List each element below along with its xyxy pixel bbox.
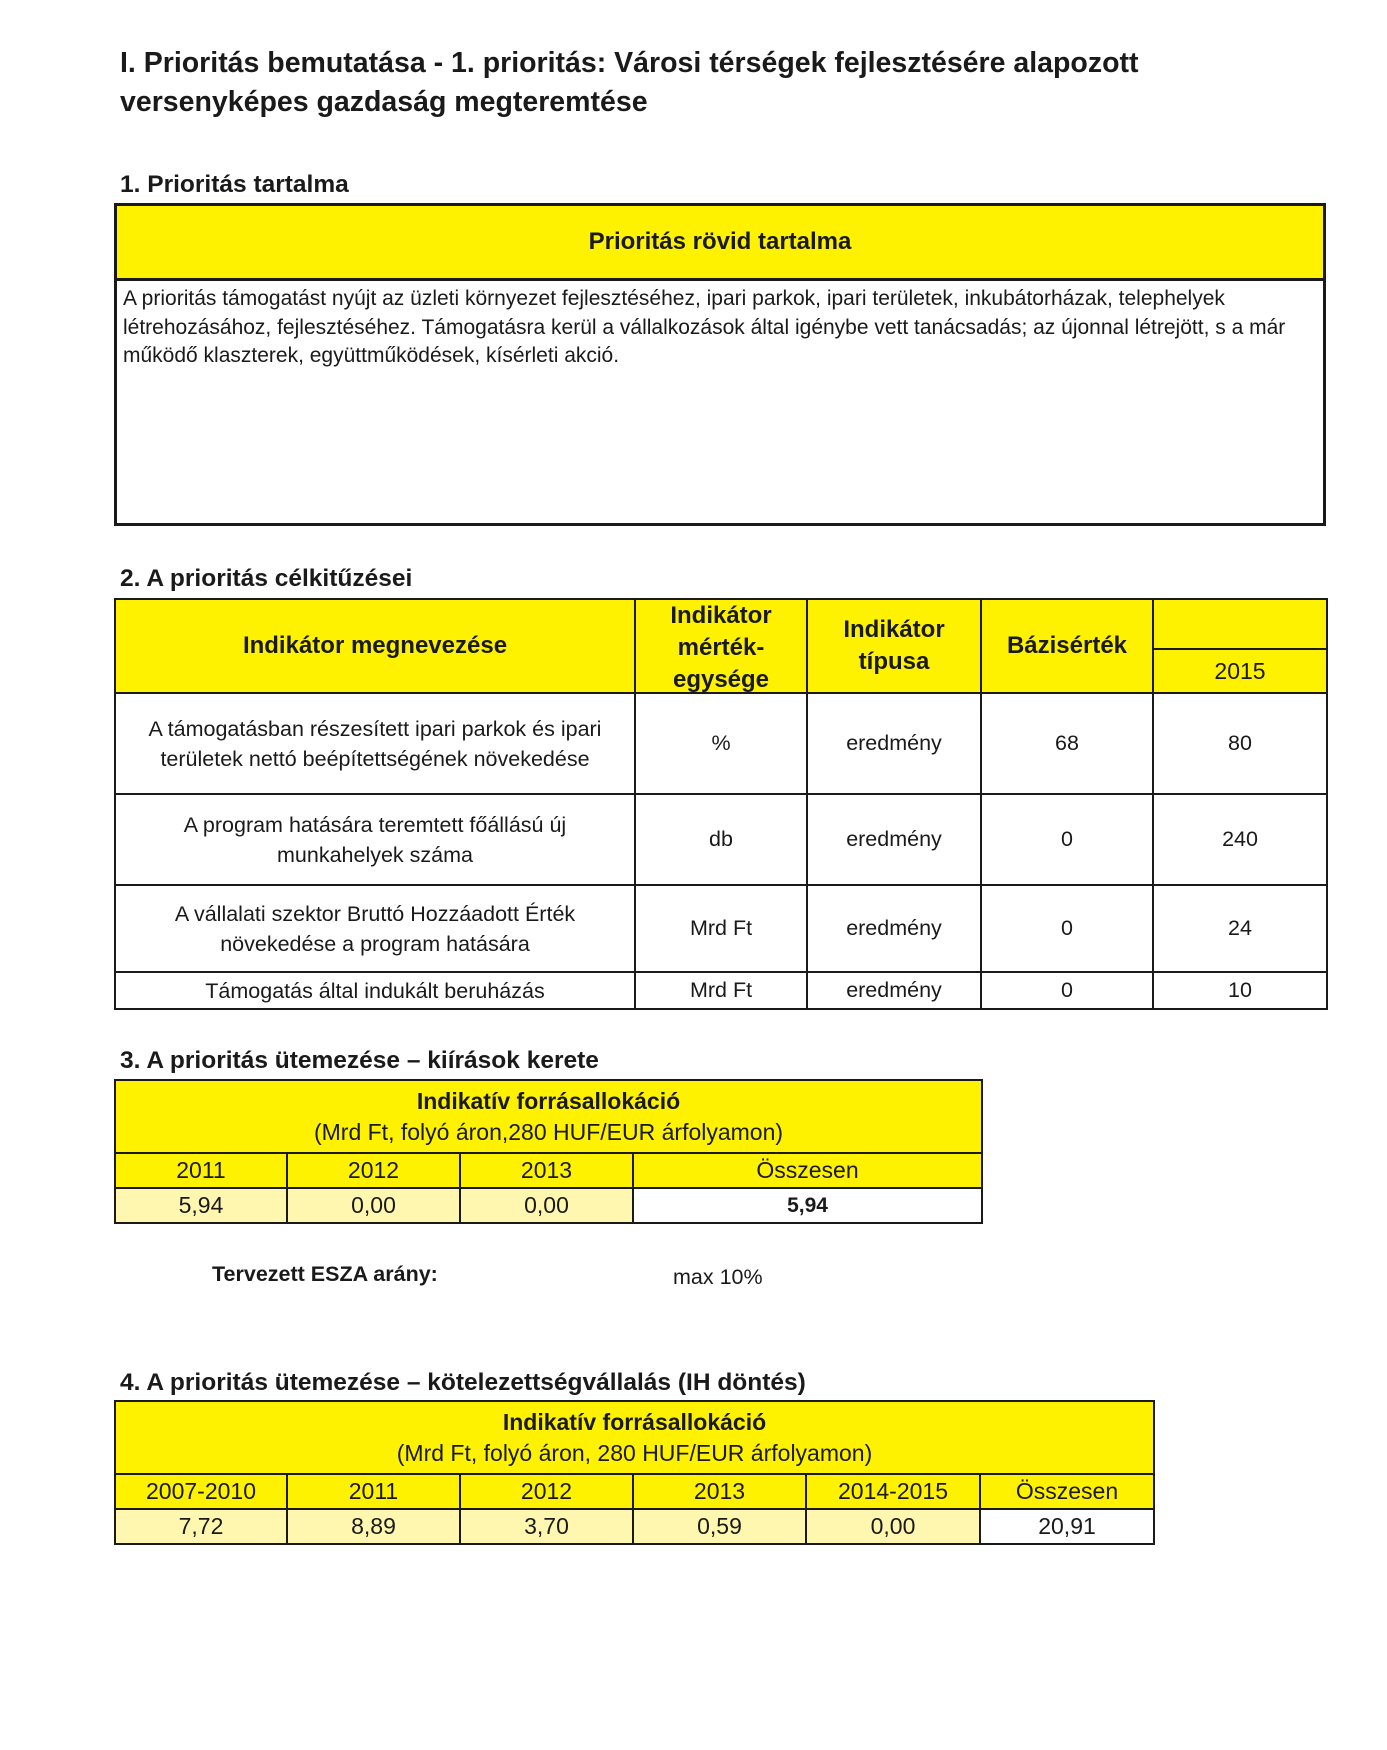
commitment-schedule-table [114, 1400, 1155, 1545]
value-cell: 8,89 [287, 1509, 460, 1544]
column-header: Összesen [980, 1474, 1154, 1509]
indicator-name: Támogatás által indukált beruházás [115, 972, 635, 1009]
section3-title: 3. A prioritás ütemezése – kiírások kerete [120, 1047, 599, 1074]
target-year-header: 2015 [1153, 649, 1327, 693]
allocation-header [115, 1080, 982, 1153]
column-header: 2007-2010 [115, 1474, 287, 1509]
page-title: I. Prioritás bemutatása - 1. prioritás: Városi térségek fejlesztésére alapozott versenyképes gazdaság megteremtése [120, 47, 1139, 118]
column-header: 2014-2015 [806, 1474, 980, 1509]
value-cell: 0,00 [806, 1509, 980, 1544]
table-row [115, 885, 1327, 972]
allocation-header-title: Indikatív forrásallokáció [416, 1087, 681, 1114]
value-cell: 7,72 [115, 1509, 287, 1544]
allocation-header-subtitle: (Mrd Ft, folyó áron, 280 HUF/EUR árfolyamon) [396, 1439, 873, 1466]
call-schedule-table [114, 1079, 983, 1224]
section1-title: 1. Prioritás tartalma [120, 171, 349, 198]
indicator-name: A vállalati szektor Bruttó Hozzáadott Érték növekedése a program hatására [115, 885, 635, 972]
table-row [115, 1509, 1154, 1544]
column-header: 2012 [460, 1474, 633, 1509]
allocation-header-title: Indikatív forrásallokáció [502, 1408, 767, 1435]
indicator-unit: Mrd Ft [635, 972, 807, 1009]
target-value: 80 [1153, 693, 1327, 794]
base-value: 68 [981, 693, 1153, 794]
total-value-cell: 20,91 [980, 1509, 1154, 1544]
base-value: 0 [981, 794, 1153, 885]
esza-value: max 10% [673, 1265, 763, 1289]
table-row [115, 1188, 982, 1223]
base-value-header: Bázisérték [981, 599, 1153, 693]
column-header: 2013 [460, 1153, 633, 1188]
column-header: 2011 [287, 1474, 460, 1509]
value-cell: 0,00 [287, 1188, 460, 1223]
indicator-unit: db [635, 794, 807, 885]
value-cell: 3,70 [460, 1509, 633, 1544]
priority-content-header: Prioritás rövid tartalma [117, 206, 1323, 281]
allocation-header [115, 1401, 1154, 1474]
table-row [115, 972, 1327, 1009]
value-cell: 5,94 [115, 1188, 287, 1223]
table-row [115, 693, 1327, 794]
indicator-unit: % [635, 693, 807, 794]
indicator-name-header: Indikátor megnevezése [115, 599, 635, 693]
target-value: 240 [1153, 794, 1327, 885]
section2-title: 2. A prioritás célkitűzései [120, 565, 413, 592]
base-value: 0 [981, 885, 1153, 972]
indicator-name: A támogatásban részesített ipari parkok és ipari területek nettó beépítettségének növekedése [115, 693, 635, 794]
indicator-table [114, 598, 1328, 1010]
value-cell: 0,00 [460, 1188, 633, 1223]
esza-label: Tervezett ESZA arány: [212, 1262, 438, 1286]
section4-title: 4. A prioritás ütemezése – kötelezettségvállalás (IH döntés) [120, 1369, 806, 1396]
target-header [1153, 599, 1327, 649]
indicator-type: eredmény [807, 885, 981, 972]
indicator-type: eredmény [807, 972, 981, 1009]
total-value-cell: 5,94 [633, 1188, 982, 1223]
base-value: 0 [981, 972, 1153, 1009]
value-cell: 0,59 [633, 1509, 806, 1544]
indicator-type: eredmény [807, 794, 981, 885]
column-header: 2012 [287, 1153, 460, 1188]
allocation-header-subtitle: (Mrd Ft, folyó áron,280 HUF/EUR árfolyamon) [313, 1118, 784, 1145]
column-header: 2011 [115, 1153, 287, 1188]
indicator-unit: Mrd Ft [635, 885, 807, 972]
column-header: Összesen [633, 1153, 982, 1188]
target-value: 10 [1153, 972, 1327, 1009]
priority-content-text: A prioritás támogatást nyújt az üzleti környezet fejlesztéséhez, ipari parkok, ipari területek, inkubátorházak, telephelyek létrehozásához, fejlesztéséhez. Támogatásra kerül a vállalkozások által igénybe vett tanácsadás; az újonnal létrejött, s a már működő klaszterek, együttműködések, kísérleti akció. [123, 287, 1286, 367]
indicator-type: eredmény [807, 693, 981, 794]
priority-content-box [114, 203, 1326, 526]
indicator-unit-header: Indikátor mérték-egysége [635, 599, 807, 693]
indicator-type-header: Indikátor típusa [807, 599, 981, 693]
indicator-name: A program hatására teremtett főállású új munkahelyek száma [115, 794, 635, 885]
table-row [115, 794, 1327, 885]
column-header: 2013 [633, 1474, 806, 1509]
target-value: 24 [1153, 885, 1327, 972]
